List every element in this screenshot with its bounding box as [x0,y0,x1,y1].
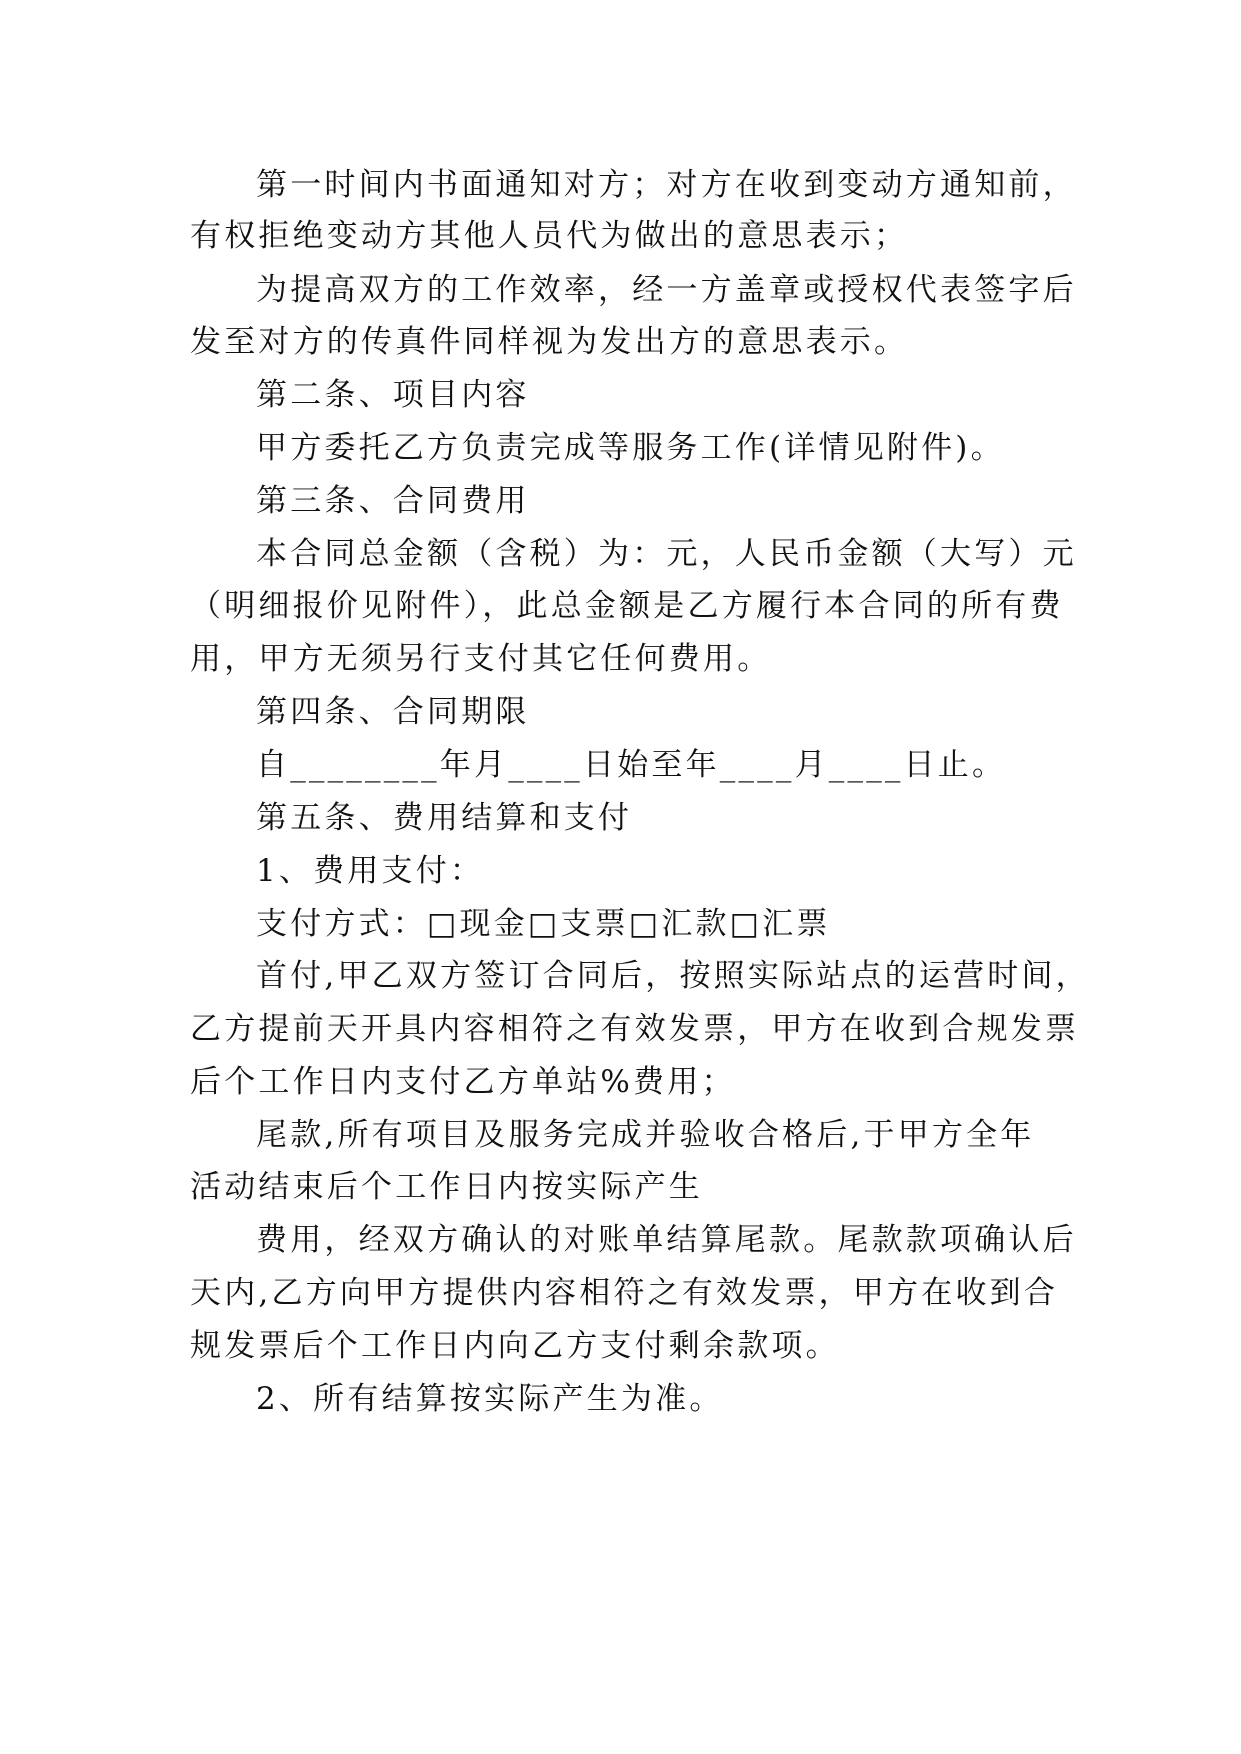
list-item: 2、所有结算按实际产生为准。 [256,1381,724,1417]
paragraph-line: 甲方委托乙方负责完成等服务工作(详情见附件)。 [256,430,1005,466]
section-heading: 第四条、合同期限 [256,694,530,730]
payment-method-line: 支付方式：□现金□支票□汇款□汇票 [256,906,831,942]
paragraph-line: 首付,甲乙双方签订合同后，按照实际站点的运营时间， [256,958,1090,994]
paragraph-line: 天内,乙方向甲方提供内容相符之有效发票，甲方在收到合 [190,1275,1059,1311]
paragraph-line: 规发票后个工作日内向乙方支付剩余款项。 [190,1328,840,1364]
section-heading: 第二条、项目内容 [256,377,530,413]
list-item: 1、费用支付： [256,853,485,889]
paragraph-line: 为提高双方的工作效率，经一方盖章或授权代表签字后 [256,272,1077,308]
section-heading: 第三条、合同费用 [256,483,530,519]
paragraph-line: 后个工作日内支付乙方单站%费用； [190,1064,736,1100]
paragraph-line: 用，甲方无须另行支付其它任何费用。 [190,641,772,677]
paragraph-line: 尾款,所有项目及服务完成并验收合格后,于甲方全年 [256,1117,1035,1153]
paragraph-line: 第一时间内书面通知对方；对方在收到变动方通知前， [256,167,1077,203]
section-heading: 第五条、费用结算和支付 [256,800,633,836]
paragraph-line: 有权拒绝变动方其他人员代为做出的意思表示； [190,218,909,254]
paragraph-line: （明细报价见附件），此总金额是乙方履行本合同的所有费 [190,588,1064,624]
paragraph-line: 活动结束后个工作日内按实际产生 [190,1169,703,1205]
paragraph-line: 本合同总金额（含税）为：元，人民币金额（大写）元 [256,536,1077,572]
paragraph-line: 发至对方的传真件同样视为发出方的意思表示。 [190,324,909,360]
paragraph-line: 费用，经双方确认的对账单结算尾款。尾款款项确认后 [256,1222,1077,1258]
paragraph-line: 自________年月____日始至年____月____日止。 [256,747,1007,783]
paragraph-line: 乙方提前天开具内容相符之有效发票，甲方在收到合规发票 [190,1011,1080,1047]
